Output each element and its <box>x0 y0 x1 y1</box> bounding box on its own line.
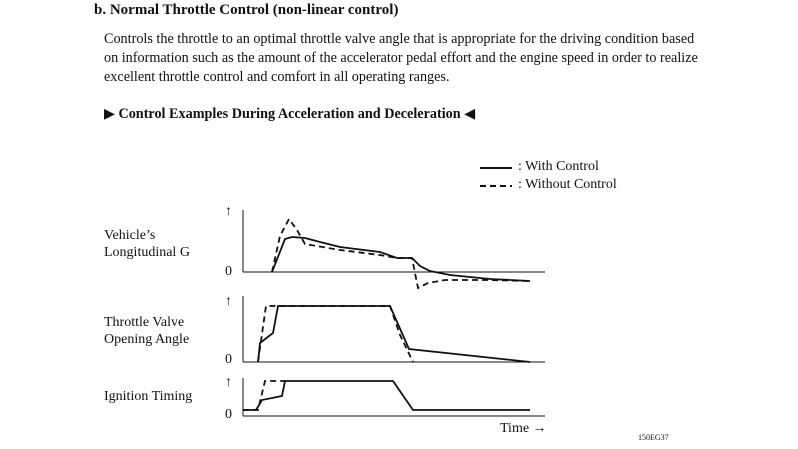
throttle-label-line-1: Throttle Valve <box>104 315 185 330</box>
throttle-zero-label: 0 <box>225 352 232 367</box>
g-curve-without-control <box>272 219 530 288</box>
ignition-label-line-1: Ignition Timing <box>104 389 193 404</box>
ignition-label <box>104 388 192 405</box>
g-curve-with-control <box>272 237 530 281</box>
legend-with-control-label: : With Control <box>518 159 599 174</box>
paragraph-line-2: on information such as the amount of the accelerator pedal effort and the engine speed in order to realize <box>104 50 698 66</box>
ignition-up-arrow-icon: ↑ <box>225 375 232 390</box>
throttle-label <box>104 314 189 348</box>
left-triangle-icon: ◀ <box>464 106 476 122</box>
g-label-line-1: Vehicle’s <box>104 228 156 243</box>
throttle-label-line-2: Opening Angle <box>104 332 190 347</box>
legend-without-control-label: : Without Control <box>518 177 617 192</box>
section-heading: b. Normal Throttle Control (non-linear control) <box>94 2 399 18</box>
x-axis-time-label: Time → <box>500 421 547 436</box>
ignition-zero-label: 0 <box>225 407 232 422</box>
throttle-curve-with-control <box>258 306 530 362</box>
paragraph-line-3: excellent throttle control and comfort in all operating ranges. <box>104 69 450 85</box>
g-label-line-2: Longitudinal G <box>104 245 190 260</box>
throttle-curve-without-control <box>258 306 413 362</box>
ignition-curve-with-control <box>243 381 530 410</box>
g-label <box>104 227 190 261</box>
right-triangle-icon: ▶ <box>104 106 115 122</box>
g-zero-label: 0 <box>225 264 232 279</box>
paragraph-line-1: Controls the throttle to an optimal throttle valve angle that is appropriate for the driving condition based <box>104 31 695 47</box>
figure-code: 150EG37 <box>638 433 669 442</box>
ignition-curve-without-control <box>243 381 285 410</box>
g-up-arrow-icon: ↑ <box>225 204 232 219</box>
subheading-text: Control Examples During Acceleration and Deceleration <box>118 106 461 122</box>
throttle-up-arrow-icon: ↑ <box>225 294 232 309</box>
